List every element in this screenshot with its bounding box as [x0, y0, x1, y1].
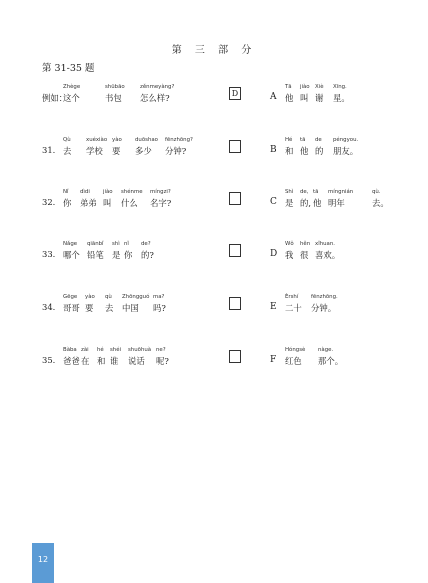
- question-hanzi: 谁: [110, 356, 119, 366]
- answer-box[interactable]: [229, 192, 241, 205]
- question-hanzi: 是: [112, 250, 121, 260]
- option-hanzi: 二十: [285, 303, 302, 313]
- option-pinyin: jiào: [300, 84, 310, 90]
- option-hanzi: 他: [313, 198, 322, 208]
- question-pinyin: Bàba: [63, 347, 77, 353]
- question-row: [0, 84, 428, 114]
- question-pinyin: nǐ: [124, 241, 129, 247]
- option-hanzi: 的,: [300, 198, 312, 208]
- option-pinyin: de: [315, 137, 322, 143]
- question-hanzi: 你: [124, 250, 133, 260]
- option-hanzi: 的: [315, 146, 324, 156]
- question-hanzi: 你: [63, 198, 72, 208]
- question-row: [0, 241, 428, 271]
- question-pinyin: Qù: [63, 137, 71, 143]
- question-pinyin: Zhège: [63, 84, 81, 90]
- option-pinyin: Xīng.: [333, 84, 347, 90]
- question-number: 35.: [42, 355, 56, 365]
- option-hanzi: 分钟。: [311, 303, 337, 313]
- question-pinyin: ne?: [156, 347, 166, 353]
- question-hanzi: 这个: [63, 93, 80, 103]
- section-title: 第 三 部 分: [171, 45, 257, 56]
- answer-box[interactable]: [229, 297, 241, 310]
- option-hanzi: 是: [285, 198, 294, 208]
- question-hanzi: 书包: [105, 93, 122, 103]
- question-pinyin: zài: [81, 347, 89, 353]
- option-pinyin: qù.: [372, 189, 381, 195]
- answer-box[interactable]: [229, 350, 241, 363]
- question-pinyin: shéi: [110, 347, 122, 353]
- option-hanzi: 叫: [300, 93, 309, 103]
- question-number: 31.: [42, 145, 56, 155]
- question-pinyin: yào: [112, 137, 122, 143]
- option-pinyin: Hé: [285, 137, 293, 143]
- question-pinyin: zěnmeyàng?: [140, 84, 175, 90]
- question-row: [0, 294, 428, 324]
- option-letter: D: [270, 249, 278, 259]
- question-pinyin: fēnzhōng?: [165, 137, 193, 143]
- question-hanzi: 去: [105, 303, 114, 313]
- option-letter: E: [270, 302, 277, 312]
- question-pinyin: Gēge: [63, 294, 78, 300]
- option-pinyin: péngyou.: [333, 137, 359, 143]
- option-hanzi: 明年: [328, 198, 345, 208]
- page-number: 12: [32, 543, 54, 583]
- option-pinyin: míngnián: [328, 189, 354, 195]
- option-hanzi: 我: [285, 250, 294, 260]
- question-hanzi: 名字?: [150, 198, 172, 208]
- option-pinyin: Wǒ: [285, 241, 294, 247]
- option-pinyin: Hóngsè: [285, 347, 306, 353]
- question-row: [0, 189, 428, 219]
- option-hanzi: 他: [285, 93, 294, 103]
- question-hanzi: 去: [63, 146, 72, 156]
- question-pinyin: yào: [85, 294, 95, 300]
- question-pinyin: Zhōngguó: [122, 294, 150, 300]
- option-pinyin: nàge.: [318, 347, 334, 353]
- question-hanzi: 分钟?: [165, 146, 187, 156]
- option-pinyin: Tā: [285, 84, 292, 90]
- question-number: 34.: [42, 302, 56, 312]
- option-pinyin: Shì: [285, 189, 294, 195]
- question-hanzi: 中国: [122, 303, 139, 313]
- question-pinyin: xuéxiào: [86, 137, 108, 143]
- question-hanzi: 学校: [86, 146, 103, 156]
- option-pinyin: Èrshí: [285, 294, 299, 300]
- question-pinyin: duōshao: [135, 137, 158, 143]
- question-hanzi: 在: [81, 356, 90, 366]
- question-hanzi: 的?: [141, 250, 154, 260]
- question-pinyin: Nǐ: [63, 189, 69, 195]
- option-pinyin: tā: [313, 189, 319, 195]
- question-hanzi: 哪个: [63, 250, 80, 260]
- option-hanzi: 和: [285, 146, 294, 156]
- option-pinyin: Xiè: [315, 84, 324, 90]
- option-pinyin: de,: [300, 189, 309, 195]
- question-pinyin: shì: [112, 241, 120, 247]
- question-hanzi: 爸爸: [63, 356, 80, 366]
- question-pinyin: míngzi?: [150, 189, 171, 195]
- question-pinyin: shénme: [121, 189, 143, 195]
- question-row: [0, 347, 428, 377]
- question-pinyin: Nǎge: [63, 241, 78, 247]
- answer-box[interactable]: [229, 140, 241, 153]
- question-hanzi: 怎么样?: [140, 93, 170, 103]
- question-hanzi: 哥哥: [63, 303, 80, 313]
- option-letter: F: [270, 355, 277, 365]
- question-hanzi: 多少: [135, 146, 152, 156]
- question-hanzi: 要: [112, 146, 121, 156]
- option-letter: B: [270, 145, 277, 155]
- question-range: 第 31-35 题: [42, 63, 95, 74]
- question-hanzi: 要: [85, 303, 94, 313]
- answer-box[interactable]: D: [229, 87, 241, 100]
- question-pinyin: de?: [141, 241, 151, 247]
- option-letter: C: [270, 197, 277, 207]
- question-pinyin: shuōhuà: [128, 347, 152, 353]
- question-pinyin: dìdi: [80, 189, 90, 195]
- question-pinyin: qù: [105, 294, 112, 300]
- question-pinyin: shūbāo: [105, 84, 125, 90]
- question-hanzi: 呢?: [156, 356, 169, 366]
- option-pinyin: tā: [300, 137, 306, 143]
- option-hanzi: 谢: [315, 93, 324, 103]
- option-hanzi: 那个。: [318, 356, 344, 366]
- option-hanzi: 喜欢。: [315, 250, 341, 260]
- question-hanzi: 弟弟: [80, 198, 97, 208]
- question-hanzi: 说话: [128, 356, 145, 366]
- question-hanzi: 和: [97, 356, 106, 366]
- option-pinyin: fēnzhōng.: [311, 294, 338, 300]
- option-hanzi: 他: [300, 146, 309, 156]
- option-hanzi: 很: [300, 250, 309, 260]
- question-pinyin: ma?: [153, 294, 165, 300]
- question-number: 例如：: [42, 93, 68, 103]
- question-number: 32.: [42, 197, 56, 207]
- question-pinyin: hé: [97, 347, 104, 353]
- option-hanzi: 星。: [333, 93, 350, 103]
- answer-box[interactable]: [229, 244, 241, 257]
- option-hanzi: 红色: [285, 356, 302, 366]
- question-row: [0, 137, 428, 167]
- question-hanzi: 什么: [121, 198, 138, 208]
- option-letter: A: [270, 92, 277, 102]
- option-pinyin: xǐhuan.: [315, 241, 335, 247]
- question-pinyin: jiào: [103, 189, 113, 195]
- question-pinyin: qiānbǐ: [87, 241, 104, 247]
- option-pinyin: hěn: [300, 241, 311, 247]
- option-hanzi: 去。: [372, 198, 389, 208]
- question-number: 33.: [42, 249, 56, 259]
- option-hanzi: 朋友。: [333, 146, 359, 156]
- question-hanzi: 吗?: [153, 303, 166, 313]
- question-hanzi: 叫: [103, 198, 112, 208]
- question-hanzi: 铅笔: [87, 250, 104, 260]
